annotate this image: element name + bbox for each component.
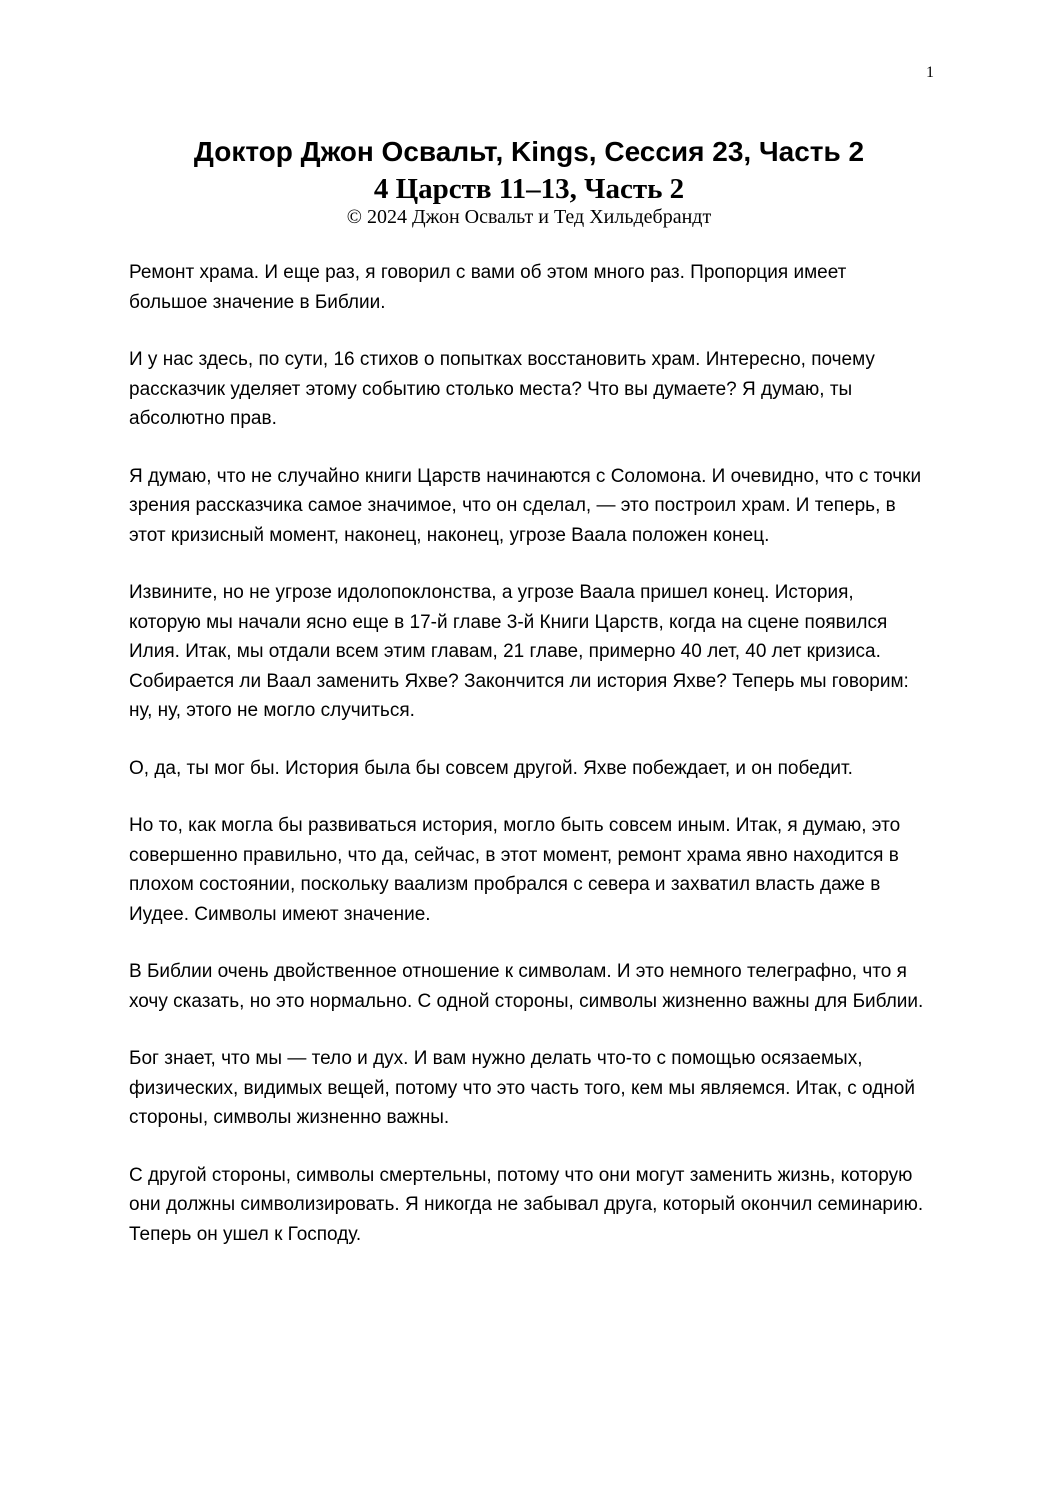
copyright-line: © 2024 Джон Освальт и Тед Хильдебрандт [346,206,712,228]
paragraph: Я думаю, что не случайно книги Царств начинаются с Соломона. И очевидно, что с точки зрения рассказчика самое значимое, что он сделал, — это построил храм. И теперь, в этот кризисный момент, наконец, наконец, угрозе Ваала положен конец. [129,465,922,546]
paragraph: С другой стороны, символы смертельны, потому что они могут заменить жизнь, которую они должны символизировать. Я никогда не забывал друга, который окончил семинарию. Теперь он ушел к Господу. [129,1164,924,1245]
paragraph: Ремонт храма. И еще раз, я говорил с вами об этом много раз. Пропорция имеет большое значение в Библии. [129,262,847,313]
document-header [0,134,1058,228]
document-body [129,258,929,1277]
page-number: 1 [926,64,934,81]
paragraph: В Библии очень двойственное отношение к символам. И это немного телеграфно, что я хочу сказать, но это нормально. С одной стороны, символы жизненно важны для Библии. [129,961,924,1012]
paragraph: Бог знает, что мы — тело и дух. И вам нужно делать что-то с помощью осязаемых, физических, видимых вещей, потому что это часть того, кем мы являемся. Итак, с одной стороны, символы жизненно важны. [129,1048,915,1128]
paragraph: О, да, ты мог бы. История была бы совсем другой. Яхве побеждает, и он победит. [129,757,853,779]
paragraph: И у нас здесь, по сути, 16 стихов о попытках восстановить храм. Интересно, почему рассказчик уделяет этому событию столько места? Что вы думаете? Я думаю, ты абсолютно прав. [129,349,875,429]
document-subtitle: 4 Царств 11–13, Часть 2 [373,173,685,205]
document-title: Доктор Джон Освальт, Kings, Сессия 23, Часть 2 [193,136,865,167]
paragraph: Извините, но не угрозе идолопоклонства, а угрозе Ваала пришел конец. История, которую мы начали ясно еще в 17-й главе 3-й Книги Царств, когда на сцене появился Илия. Итак, мы отдали всем этим главам, 21 главе, примерно 40 лет, 40 лет кризиса. Собирается ли Ваал заменить Яхве? Закончится ли история Яхве? Теперь мы говорим: ну, ну, этого не могло случиться. [129,582,909,721]
paragraph: Но то, как могла бы развиваться история, могло быть совсем иным. Итак, я думаю, это совершенно правильно, что да, сейчас, в этот момент, ремонт храма явно находится в плохом состоянии, поскольку ваализм пробрался с севера и захватил власть даже в Иудее. Символы имеют значение. [129,815,901,925]
